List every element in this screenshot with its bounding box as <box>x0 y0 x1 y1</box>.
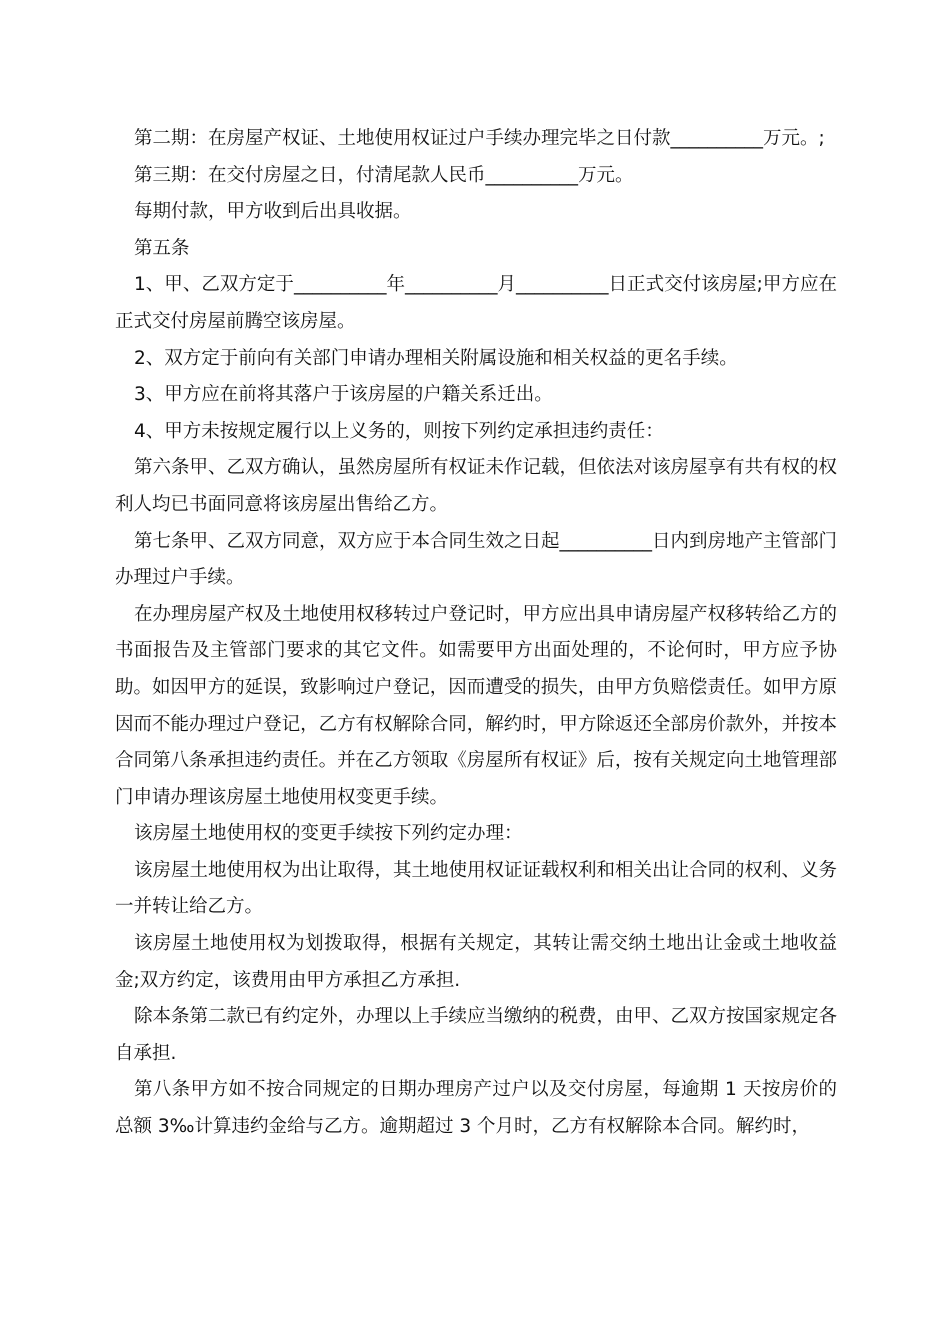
paragraph-payment-phase-2: 第二期：在房屋产权证、土地使用权证过户手续办理完毕之日付款__________万元。; <box>134 128 825 149</box>
paragraph-receipt: 每期付款，甲方收到后出具收据。 <box>134 201 412 223</box>
land-use-allocation-clause: 该房屋土地使用权为划拨取得，根据有关规定，其转让需交纳土地出让金或土地收益金;双方约定，该费用由甲方承担乙方承担. <box>115 933 837 991</box>
article-5-item-4: 4、甲方未按规定履行以上义务的，则按下列约定承担违约责任： <box>134 420 664 442</box>
article-8: 第八条甲方如不按合同规定的日期办理房产过户以及交付房屋，每逾期 1 天按房价的总额 3‰计算违约金给与乙方。逾期超过 3 个月时，乙方有权解除本合同。解约时， <box>115 1079 837 1138</box>
contract-body <box>115 121 837 1146</box>
article-5-heading: 第五条 <box>134 237 190 259</box>
land-use-transfer-clause: 该房屋土地使用权为出让取得，其土地使用权证证载权利和相关出让合同的权利、义务一并转让给乙方。 <box>115 859 838 918</box>
article-7: 第七条甲、乙双方同意，双方应于本合同生效之日起__________日内到房地产主管部门办理过户手续。 <box>115 530 838 589</box>
article-6: 第六条甲、乙双方确认，虽然房屋所有权证未作记载，但依法对该房屋享有共有权的权利人均已书面同意将该房屋出售给乙方。 <box>115 457 838 515</box>
land-use-change-intro: 该房屋土地使用权的变更手续按下列约定办理： <box>134 823 523 845</box>
article-5-item-2: 2、双方定于前向有关部门申请办理相关附属设施和相关权益的更名手续。 <box>134 347 738 369</box>
taxes-clause: 除本条第二款已有约定外，办理以上手续应当缴纳的税费，由甲、乙双方按国家规定各自承担. <box>115 1006 838 1064</box>
transfer-registration-paragraph: 在办理房屋产权及土地使用权移转过户登记时，甲方应出具申请房屋产权移转给乙方的书面报告及主管部门要求的其它文件。如需要甲方出面处理的，不论何时，甲方应予协助。如因甲方的延误，致影响过户登记，因而遭受的损失，由甲方负赔偿责任。如甲方原因而不能办理过户登记，乙方有权解除合同，解约时，甲方除返还全部房价款外，并按本合同第八条承担违约责任。并在乙方领取《房屋所有权证》后，按有关规定向土地管理部门申请办理该房屋土地使用权变更手续。 <box>115 603 838 808</box>
article-5-item-1: 1、甲、乙双方定于__________年__________月__________日正式交付该房屋;甲方应在正式交付房屋前腾空该房屋。 <box>115 274 837 332</box>
paragraph-payment-phase-3: 第三期：在交付房屋之日，付清尾款人民币__________万元。 <box>134 164 634 186</box>
article-5-item-3: 3、甲方应在前将其落户于该房屋的户籍关系迁出。 <box>134 384 553 406</box>
